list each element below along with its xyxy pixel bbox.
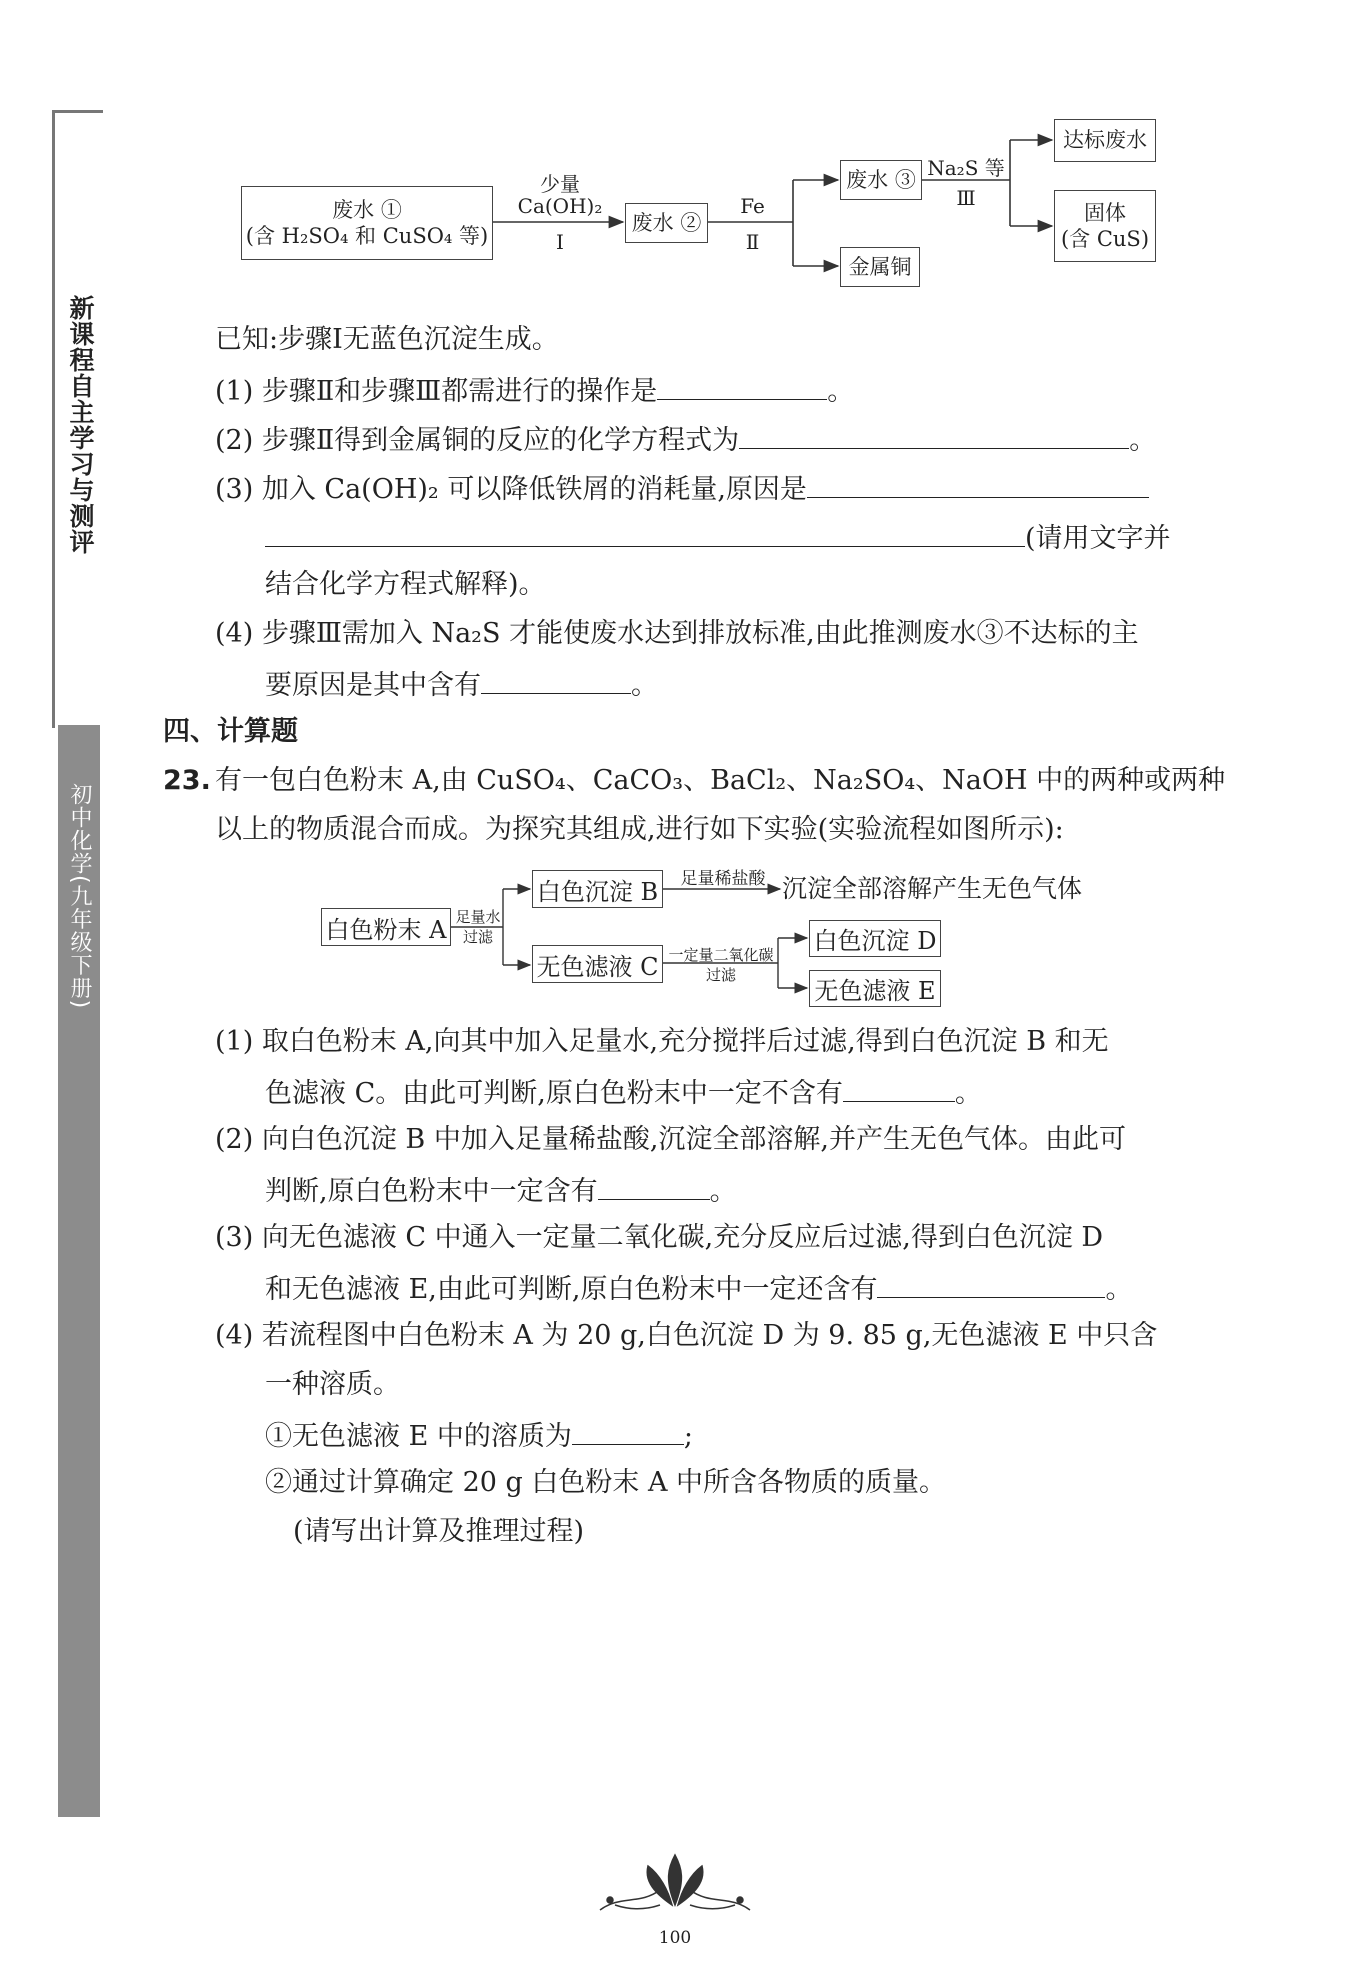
wastewater-2-box: [625, 203, 708, 243]
known-condition: 已知:步骤Ⅰ无蓝色沉淀生成。: [215, 324, 559, 355]
solid-content: (含 CuS): [1060, 227, 1150, 251]
subject-title: 初中化学(九年级下册): [67, 783, 92, 1010]
q23-part4-note: (请写出计算及推理过程): [293, 1516, 585, 1547]
section-heading: 四、计算题: [163, 716, 298, 747]
q22-part2: (2) 步骤Ⅱ得到金属铜的反应的化学方程式为 。: [215, 418, 1156, 461]
filtrate-e-label: 无色滤液 E: [814, 977, 936, 1005]
q22-part3-cont2: 结合化学方程式解释)。: [265, 569, 546, 600]
step1-reagent-amount: 少量: [540, 172, 580, 196]
step2-label: Ⅱ: [745, 230, 760, 254]
q23-part1-line1: (1) 取白色粉末 A,向其中加入足量水,充分搅拌后过滤,得到白色沉淀 B 和无: [215, 1026, 1109, 1057]
answer-blank[interactable]: [877, 1267, 1105, 1298]
q23-number: 23.: [163, 765, 211, 796]
answer-blank[interactable]: [265, 516, 1025, 547]
copper-box: [840, 247, 920, 287]
q22-part4: (4) 步骤Ⅲ需加入 Na₂S 才能使废水达到排放标准,由此推测废水③不达标的主: [215, 618, 1139, 649]
q23-part2-line1: (2) 向白色沉淀 B 中加入足量稀盐酸,沉淀全部溶解,并产生无色气体。由此可: [215, 1124, 1126, 1155]
powder-a-box: [321, 908, 451, 946]
step2-reagent: Fe: [740, 194, 765, 218]
a-condition-water: 足量水: [455, 908, 501, 926]
solid-box: [1054, 190, 1156, 262]
precipitate-b-label: 白色沉淀 B: [536, 877, 659, 906]
b-condition-acid: 足量稀盐酸: [680, 869, 766, 889]
q22-part3: (3) 加入 Ca(OH)₂ 可以降低铁屑的消耗量,原因是: [215, 467, 1149, 510]
filtrate-c-label: 无色滤液 C: [536, 952, 659, 981]
c-condition-filter: 过滤: [705, 966, 736, 984]
q22-part3-cont: (请用文字并: [265, 516, 1171, 559]
answer-blank[interactable]: [657, 369, 827, 400]
q23-part4-sub2: ②通过计算确定 20 g 白色粉末 A 中所含各物质的质量。: [265, 1467, 947, 1498]
wastewater-2-label: 废水 ②: [631, 210, 702, 235]
q23-part3-line2: 和无色滤液 E,由此可判断,原白色粉末中一定还含有 。: [265, 1267, 1132, 1310]
solid-label: 固体: [1084, 200, 1126, 225]
series-title: 新课程自主学习与测评: [66, 295, 95, 555]
filtrate-e-box: [809, 970, 941, 1007]
answer-blank[interactable]: [807, 467, 1149, 498]
step3-reagent: Na₂S 等: [927, 156, 1005, 180]
precipitate-b-box: [532, 870, 663, 908]
step1-reagent: Ca(OH)₂: [517, 194, 603, 218]
standard-water-box: [1054, 119, 1156, 162]
copper-label: 金属铜: [848, 254, 912, 279]
answer-blank[interactable]: [739, 418, 1129, 449]
answer-blank[interactable]: [843, 1071, 955, 1102]
q23-part4-line1: (4) 若流程图中白色粉末 A 为 20 g,白色沉淀 D 为 9. 85 g,无色滤液 E 中只含: [215, 1320, 1158, 1351]
answer-blank[interactable]: [481, 663, 631, 694]
b-result: 沉淀全部溶解产生无色气体: [782, 874, 1083, 903]
q23-part2-line2: 判断,原白色粉末中一定含有 。: [265, 1169, 737, 1212]
q22-part4-cont: 要原因是其中含有 。: [265, 663, 658, 706]
q23-stem-line1: 有一包白色粉末 A,由 CuSO₄、CaCO₃、BaCl₂、Na₂SO₄、NaOH 中的两种或两种: [215, 765, 1226, 796]
precipitate-d-label: 白色沉淀 D: [813, 927, 937, 955]
c-condition-co2: 一定量二氧化碳: [668, 946, 774, 964]
precipitate-d-box: [809, 920, 941, 957]
q23-part4-line2: 一种溶质。: [265, 1369, 400, 1400]
wastewater-3-box: [840, 160, 922, 200]
a-condition-filter: 过滤: [462, 928, 493, 946]
q23-stem-line2: 以上的物质混合而成。为探究其组成,进行如下实验(实验流程如图所示):: [215, 814, 1064, 845]
powder-a-label: 白色粉末 A: [325, 915, 447, 944]
wastewater-1-content: (含 H₂SO₄ 和 CuSO₄ 等): [245, 224, 489, 248]
q23-part1-line2: 色滤液 C。由此可判断,原白色粉末中一定不含有 。: [265, 1071, 982, 1114]
q23-part3-line1: (3) 向无色滤液 C 中通入一定量二氧化碳,充分反应后过滤,得到白色沉淀 D: [215, 1222, 1104, 1253]
wastewater-3-label: 废水 ③: [846, 167, 916, 192]
step3-label: Ⅲ: [956, 186, 976, 210]
q23-part4-sub1: ①无色滤液 E 中的溶质为 ;: [265, 1414, 693, 1457]
q22-part1: (1) 步骤Ⅱ和步骤Ⅲ都需进行的操作是 。: [215, 369, 854, 412]
footer-ornament: [600, 1855, 750, 1910]
step1-label: Ⅰ: [556, 230, 564, 254]
wastewater-1-box: [241, 186, 493, 260]
page-number: 100: [658, 1928, 692, 1948]
wastewater-1-label: 废水 ①: [332, 197, 402, 222]
filtrate-c-box: [532, 945, 663, 983]
standard-water-label: 达标废水: [1063, 128, 1147, 153]
answer-blank[interactable]: [598, 1169, 710, 1200]
answer-blank[interactable]: [572, 1414, 684, 1445]
